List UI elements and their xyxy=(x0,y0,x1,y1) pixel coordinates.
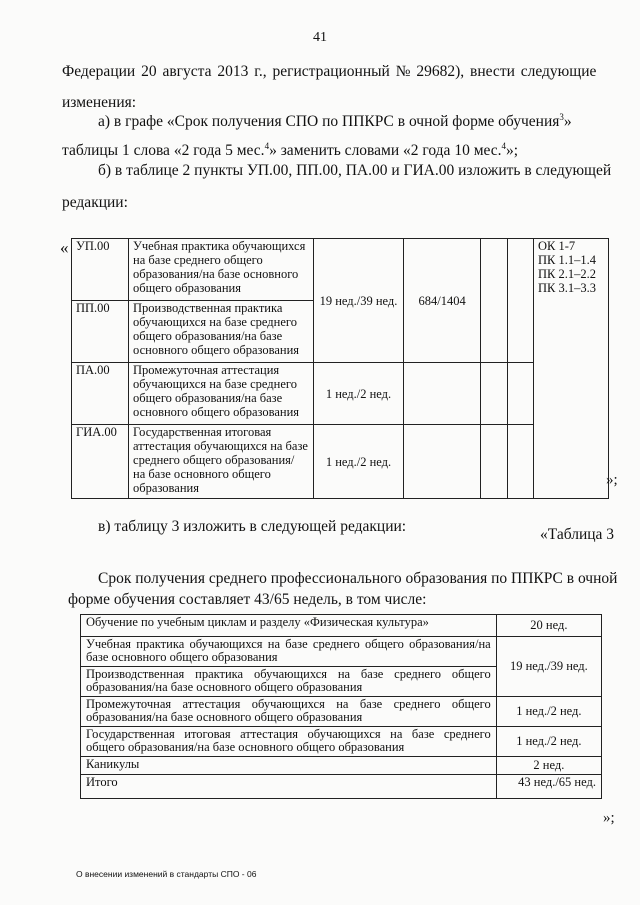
row-name: Производственная практика обучающихся на базе среднего общего образования/на базе основного общего образования xyxy=(129,301,314,363)
merged-value: 19 нед./39 нед. xyxy=(496,637,601,697)
row-label: Обучение по учебным циклам и разделу «Физическая культура» xyxy=(81,615,497,637)
row-value: 43 нед./65 нед. xyxy=(496,775,601,799)
merged-duration: 19 нед./39 нед. xyxy=(313,239,404,363)
footnote-ref: 3 xyxy=(559,111,564,122)
row-label: Государственная итоговая аттестация обучающихся на базе среднего общего образования/на базе основного общего образования xyxy=(81,727,497,757)
row-code: ПП.00 xyxy=(72,301,129,363)
page-number: 41 xyxy=(313,30,327,45)
footnote-ref: 4 xyxy=(501,140,507,151)
text-run: а) в графе «Срок получения СПО по ППКРС в очной форме обучения xyxy=(98,113,560,130)
empty-cell xyxy=(508,363,534,425)
table-row xyxy=(81,757,602,775)
empty-cell xyxy=(508,425,534,499)
row-value: 1 нед./2 нед. xyxy=(496,697,601,727)
empty-cell xyxy=(404,363,480,425)
footnote-ref: 4 xyxy=(264,140,270,151)
row-duration: 1 нед./2 нед. xyxy=(313,363,404,425)
paragraph-line: Федерации 20 августа 2013 г., регистрационный № 29682), внести следующие xyxy=(62,63,597,80)
row-label: Производственная практика обучающихся на базе среднего общего образования/на базе основного общего образования xyxy=(81,667,497,697)
paragraph-b: б) в таблице 2 пункты УП.00, ПП.00, ПА.00 и ГИА.00 изложить в следующей xyxy=(98,162,612,179)
competency: ПК 3.1–3.3 xyxy=(537,281,596,295)
intro-line: Срок получения среднего профессионального образования по ППКРС в очной xyxy=(98,570,618,587)
paragraph-a xyxy=(98,113,572,131)
empty-cell xyxy=(508,239,534,363)
table-row xyxy=(81,775,602,799)
row-value: 1 нед./2 нед. xyxy=(496,727,601,757)
text-run: таблицы 1 слова «2 года 5 мес. xyxy=(62,142,265,159)
paragraph-b-cont: редакции: xyxy=(62,194,128,211)
competency: ПК 2.1–2.2 xyxy=(537,267,596,281)
row-label: Итого xyxy=(81,775,497,799)
row-name: Промежуточная аттестация обучающихся на базе среднего общего образования/на базе основного общего образования xyxy=(129,363,314,425)
table-3-caption: «Таблица 3 xyxy=(540,526,615,543)
text-run: »; xyxy=(506,142,519,159)
text-run: » заменить словами «2 года 10 мес. xyxy=(269,142,502,159)
table-row xyxy=(72,425,609,499)
competency: ПК 1.1–1.4 xyxy=(537,253,596,267)
paragraph-line: изменения: xyxy=(62,94,137,111)
quote-close: »; xyxy=(603,810,615,826)
table-row xyxy=(72,363,609,425)
row-code: УП.00 xyxy=(72,239,129,301)
quote-open: « xyxy=(60,238,69,257)
row-value: 20 нед. xyxy=(496,615,601,637)
row-value: 2 нед. xyxy=(496,757,601,775)
row-name: Учебная практика обучающихся на базе среднего общего образования/на базе основного общего образования xyxy=(129,239,314,301)
paragraph-a-cont xyxy=(62,142,518,160)
table-row xyxy=(81,615,602,637)
row-code: ПА.00 xyxy=(72,363,129,425)
quote-close: »; xyxy=(606,472,618,488)
competency: ОК 1-7 xyxy=(537,239,576,253)
footer-note: О внесении изменений в стандарты СПО - 06 xyxy=(76,869,257,879)
empty-cell xyxy=(480,425,507,499)
row-name: Государственная итоговая аттестация обучающихся на базе среднего общего образования/ на базе основного общего образования xyxy=(129,425,314,499)
merged-hours: 684/1404 xyxy=(404,239,480,363)
table-3 xyxy=(80,614,602,799)
row-label: Учебная практика обучающихся на базе среднего общего образования/на базе основного общего образования xyxy=(81,637,497,667)
table-2 xyxy=(71,238,609,499)
table-row xyxy=(81,727,602,757)
table-row xyxy=(72,239,609,301)
table-row xyxy=(81,697,602,727)
competencies xyxy=(533,239,608,499)
row-label: Промежуточная аттестация обучающихся на базе среднего общего образования/на базе основного общего образования xyxy=(81,697,497,727)
row-code: ГИА.00 xyxy=(72,425,129,499)
row-label: Каникулы xyxy=(81,757,497,775)
empty-cell xyxy=(480,239,507,363)
row-duration: 1 нед./2 нед. xyxy=(313,425,404,499)
paragraph-v: в) таблицу 3 изложить в следующей редакции: xyxy=(98,518,407,535)
text-run: » xyxy=(563,113,572,130)
empty-cell xyxy=(404,425,480,499)
table-row xyxy=(81,637,602,667)
intro-line: форме обучения составляет 43/65 недель, в том числе: xyxy=(68,591,427,608)
empty-cell xyxy=(480,363,507,425)
